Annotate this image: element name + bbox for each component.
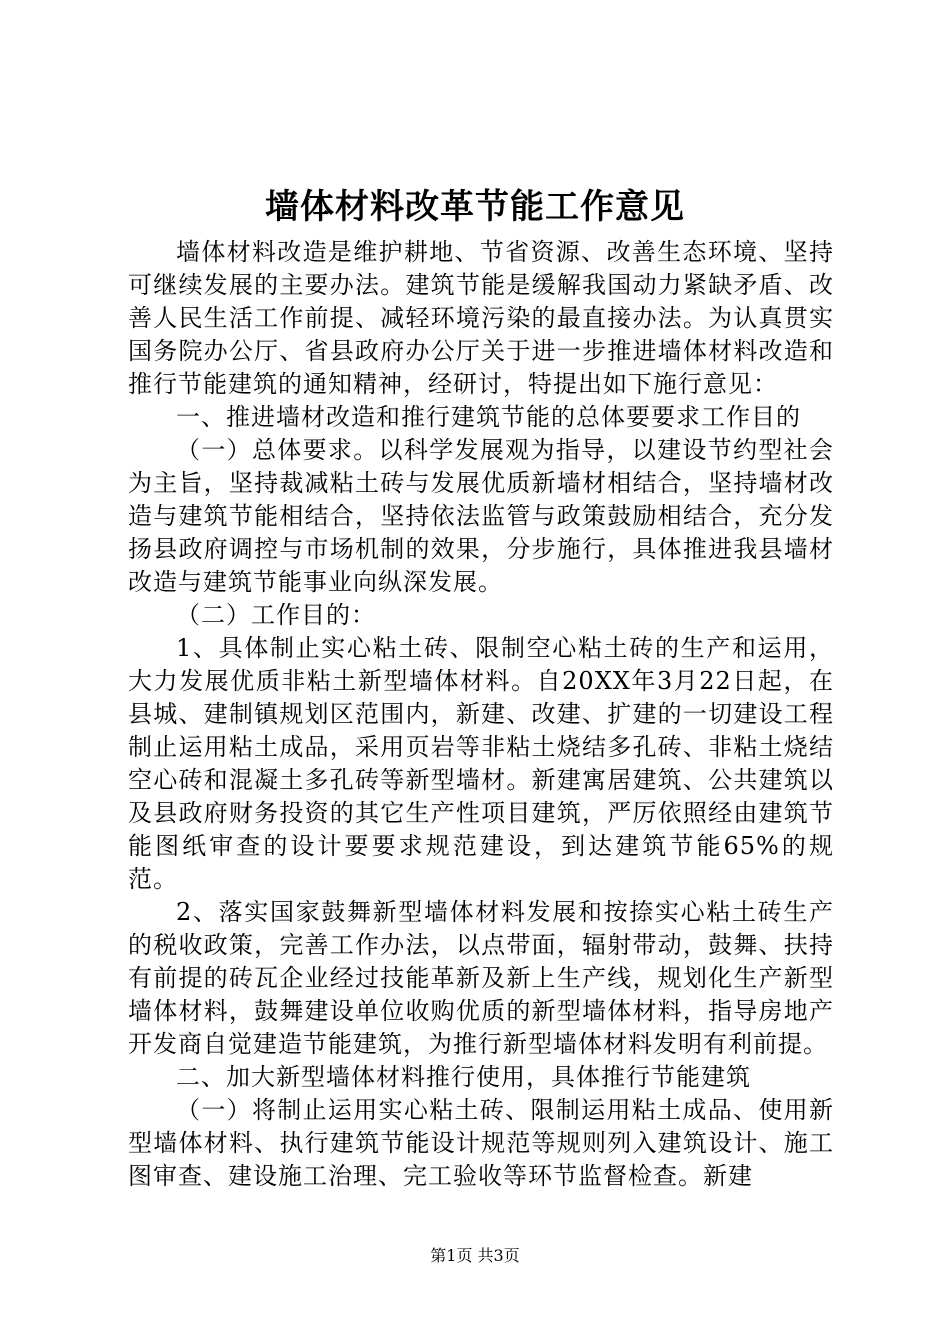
- page-footer: 第1页 共3页: [430, 1246, 520, 1265]
- paragraph-overall-requirements: （一）总体要求。以科学发展观为指导，以建设节约型社会为主旨，坚持裁减粘土砖与发展优质新墙材相结合，坚持墙材改造与建筑节能相结合，坚持依法监管与政策鼓励相结合，充分发扬县政府调控与市场机制的效果，分步施行，具体推进我县墙材改造与建筑节能事业向纵深发展。: [128, 436, 834, 596]
- heading-section-2: 二、加大新型墙体材料推行使用，具体推行节能建筑: [176, 1063, 751, 1091]
- paragraph-goal-2: 2、落实国家鼓舞新型墙体材料发展和按捺实心粘土砖生产的税收政策，完善工作办法，以点带面，辐射带动，鼓舞、扶持有前提的砖瓦企业经过技能革新及新上生产线，规划化生产新型墙体材料，鼓舞建设单位收购优质的新型墙体材料，指导房地产开发商自觉建造节能建筑，为推行新型墙体材料发明有利前提。: [128, 898, 834, 1058]
- paragraph-intro: 墙体材料改造是维护耕地、节省资源、改善生态环境、坚持可继续发展的主要办法。建筑节能是缓解我国动力紧缺矛盾、改善人民生活工作前提、减轻环境污染的最直接办法。为认真贯实国务院办公厅、省县政府办公厅关于进一步推进墙体材料改造和推行节能建筑的通知精神，经研讨，特提出如下施行意见：: [128, 238, 834, 398]
- document-body: [128, 236, 834, 1193]
- paragraph-goal-1: 1、具体制止实心粘土砖、限制空心粘土砖的生产和运用，大力发展优质非粘土新型墙体材料。自20XX年3月22日起，在县城、建制镇规划区范围内，新建、改建、扩建的一切建设工程制止运用粘土成品，采用页岩等非粘土烧结多孔砖、非粘土烧结空心砖和混凝土多孔砖等新型墙材。新建寓居建筑、公共建筑以及县政府财务投资的其它生产性项目建筑，严厉依照经由建筑节能图纸审查的设计要要求规范建设，到达建筑节能65%的规范。: [128, 634, 834, 893]
- paragraph-section-2-item-1: （一）将制止运用实心粘土砖、限制运用粘土成品、使用新型墙体材料、执行建筑节能设计规范等规则列入建筑设计、施工图审查、建设施工治理、完工验收等环节监督检查。新建: [128, 1096, 834, 1190]
- document-title: 墙体材料改革节能工作意见: [265, 187, 685, 227]
- heading-work-goals: （二）工作目的：: [176, 601, 376, 629]
- heading-section-1: 一、推进墙材改造和推行建筑节能的总体要要求工作目的: [176, 403, 801, 431]
